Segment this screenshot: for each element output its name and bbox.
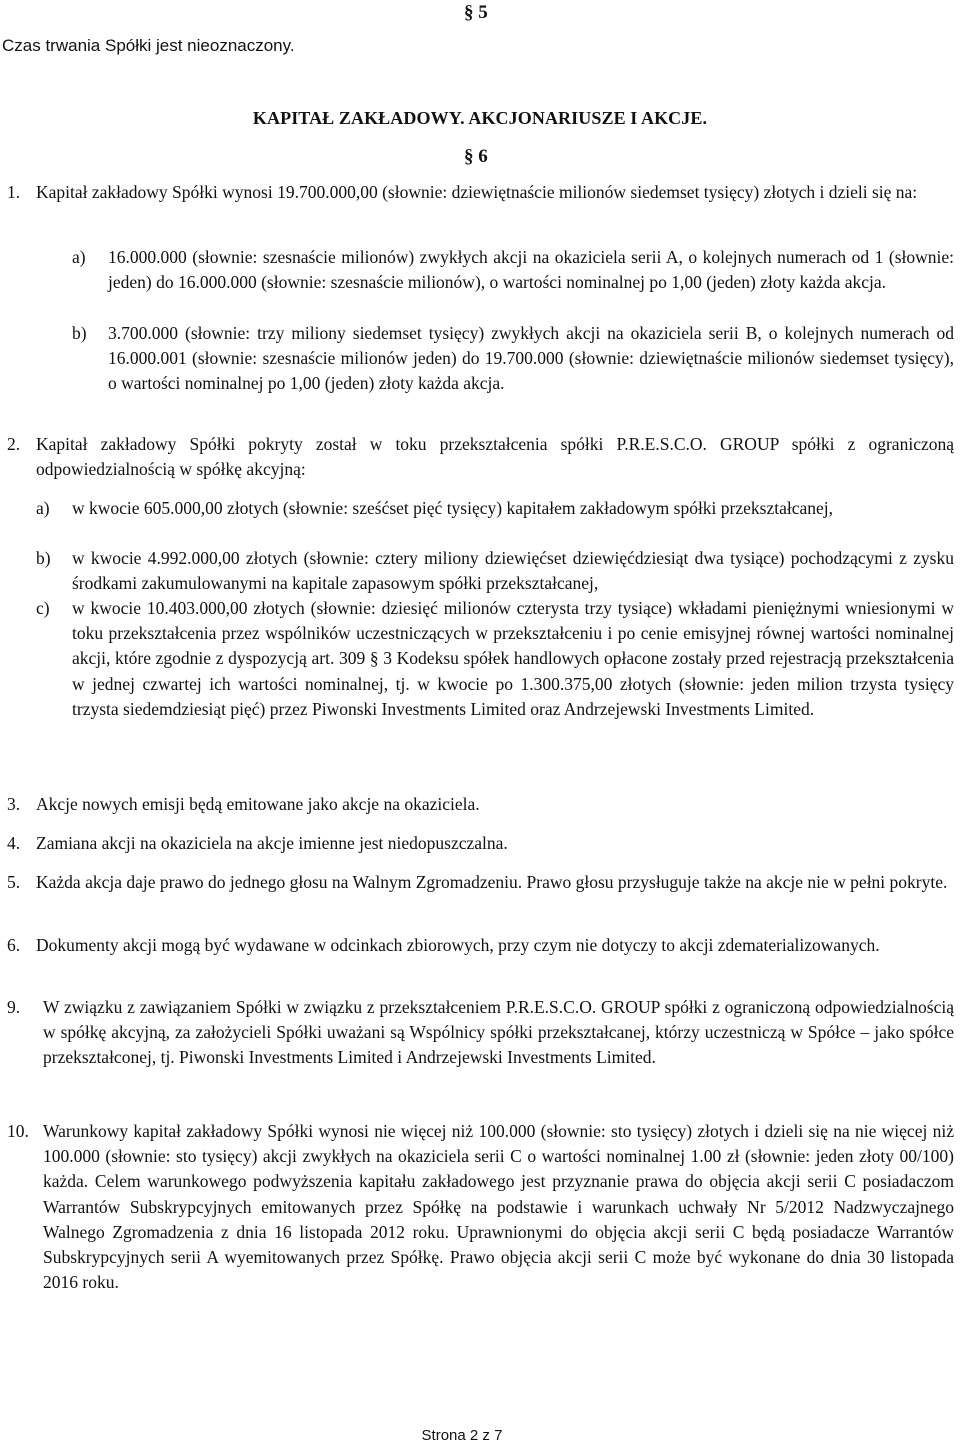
paragraph-2a-label: a) [36,498,50,518]
page-footer: Strona 2 z 7 [421,1427,503,1444]
top-line: Czas trwania Spółki jest nieoznaczony. [2,36,295,55]
paragraph-6-number: 6. [7,935,21,955]
paragraph-4-number: 4. [7,833,21,853]
paragraph-3-text: Akcje nowych emisji będą emitowane jako akcje na okaziciela. [36,794,480,814]
paragraph-1-number: 1. [7,182,21,202]
section-5-heading: § 5 [464,2,488,23]
paragraph-1b-label: b) [72,323,87,343]
paragraph-2-number: 2. [7,434,21,454]
paragraph-10-text: Warunkowy kapitał zakładowy Spółki wynosi nie więcej niż 100.000 (słownie: sto tysięcy) złotych i dzieli się na nie więcej niż 100.000 (słownie: sto tysięcy) akcji zwykłych na okaziciela serii C o wartości nominalnej 1.00 zł (słownie: jeden złoty 00/100) każda. Celem warunkowego podwyższenia kapitału zakładowego jest przyznanie prawa do objęcia akcji serii C posiadaczom Warrantów Subskrypcyjnych emitowanych przez Spółkę na podstawie i warunkach uchwały Nr 5/2012 Nadzwyczajnego Walnego Zgromadzenia z dnia 16 listopada 2012 roku. Uprawnionymi do objęcia akcji serii C będą posiadacze Warrantów Subskrypcyjnych serii A wyemitowanych przez Spółkę. Prawo objęcia akcji serii C może być wykonane do dnia 30 listopada 2016 roku. [43,1121,954,1293]
chapter-title: KAPITAŁ ZAKŁADOWY. AKCJONARIUSZE I AKCJE. [252,108,708,128]
paragraph-10-number: 10. [7,1121,29,1141]
section-6-heading: § 6 [464,146,488,167]
paragraph-2c-label: c) [36,598,50,618]
paragraph-1b-text: 3.700.000 (słownie: trzy miliony siedemset tysięcy) zwykłych akcji na okaziciela serii B, o kolejnych numerach od 16.000.001 (słownie: szesnaście milionów jeden) do 19.700.000 (słownie: dziewiętnaście milionów siedemset tysięcy), o wartości nominalnej po 1,00 (jeden) złoty każda akcja. [108,323,954,394]
paragraph-3-number: 3. [7,794,21,814]
paragraph-2b-label: b) [36,548,51,568]
paragraph-2a-text: w kwocie 605.000,00 złotych (słownie: sześćset pięć tysięcy) kapitałem zakładowym spółki przekształcanej, [72,498,834,518]
paragraph-4-text: Zamiana akcji na okaziciela na akcje imienne jest niedopuszczalna. [36,833,508,853]
paragraph-2c-text: w kwocie 10.403.000,00 złotych (słownie: dziesięć milionów czterysta trzy tysiące) wkładami pieniężnymi wniesionymi w toku przekształcenia przez wspólników uczestniczących w przekształceniu i po cenie emisyjnej równej wartości nominalnej akcji, które zgodnie z dyspozycją art. 309 § 3 Kodeksu spółek handlowych opłacone zostały przed rejestracją przekształcenia w jednej czwartej ich wartości nominalnej, tj. w kwocie po 1.300.375,00 złotych (słownie: jeden milion trzysta tysięcy trzysta siedemdziesiąt pięć) przez Piwonski Investments Limited oraz Andrzejewski Investments Limited. [72,598,954,719]
paragraph-2b-text: w kwocie 4.992.000,00 złotych (słownie: cztery miliony dziewięćset dziewięćdziesiąt dwa tysiące) pochodzącymi z zysku środkami zakumulowanymi na kapitale zapasowym spółki przekształcanej, [72,548,954,594]
paragraph-9-number: 9. [7,997,21,1017]
paragraph-1-text: Kapitał zakładowy Spółki wynosi 19.700.000,00 (słownie: dziewiętnaście milionów siedemset tysięcy) złotych i dzieli się na: [36,182,918,202]
paragraph-5-text: Każda akcja daje prawo do jednego głosu na Walnym Zgromadzeniu. Prawo głosu przysługuje także na akcje nie w pełni pokryte. [36,872,948,892]
paragraph-2-text: Kapitał zakładowy Spółki pokryty został w toku przekształcenia spółki P.R.E.S.C.O. GROUP spółki z ograniczoną odpowiedzialnością w spółkę akcyjną: [36,434,954,480]
paragraph-6-text: Dokumenty akcji mogą być wydawane w odcinkach zbiorowych, przy czym nie dotyczy to akcji zdematerializowanych. [36,935,880,955]
paragraph-1a-label: a) [72,247,86,267]
paragraph-5-number: 5. [7,872,21,892]
paragraph-9-text: W związku z zawiązaniem Spółki w związku z przekształceniem P.R.E.S.C.O. GROUP spółki z ograniczoną odpowiedzialnością w spółkę akcyjną, za założycieli Spółki uważani są Wspólnicy spółki przekształcanej, którzy uczestniczą w Spółce – jako spółce przekształconej, tj. Piwonski Investments Limited i Andrzejewski Investments Limited. [43,997,954,1068]
paragraph-1a-text: 16.000.000 (słownie: szesnaście milionów) zwykłych akcji na okaziciela serii A, o kolejnych numerach od 1 (słownie: jeden) do 16.000.000 (słownie: szesnaście milionów), o wartości nominalnej po 1,00 (jeden) złoty każda akcja. [108,247,954,293]
